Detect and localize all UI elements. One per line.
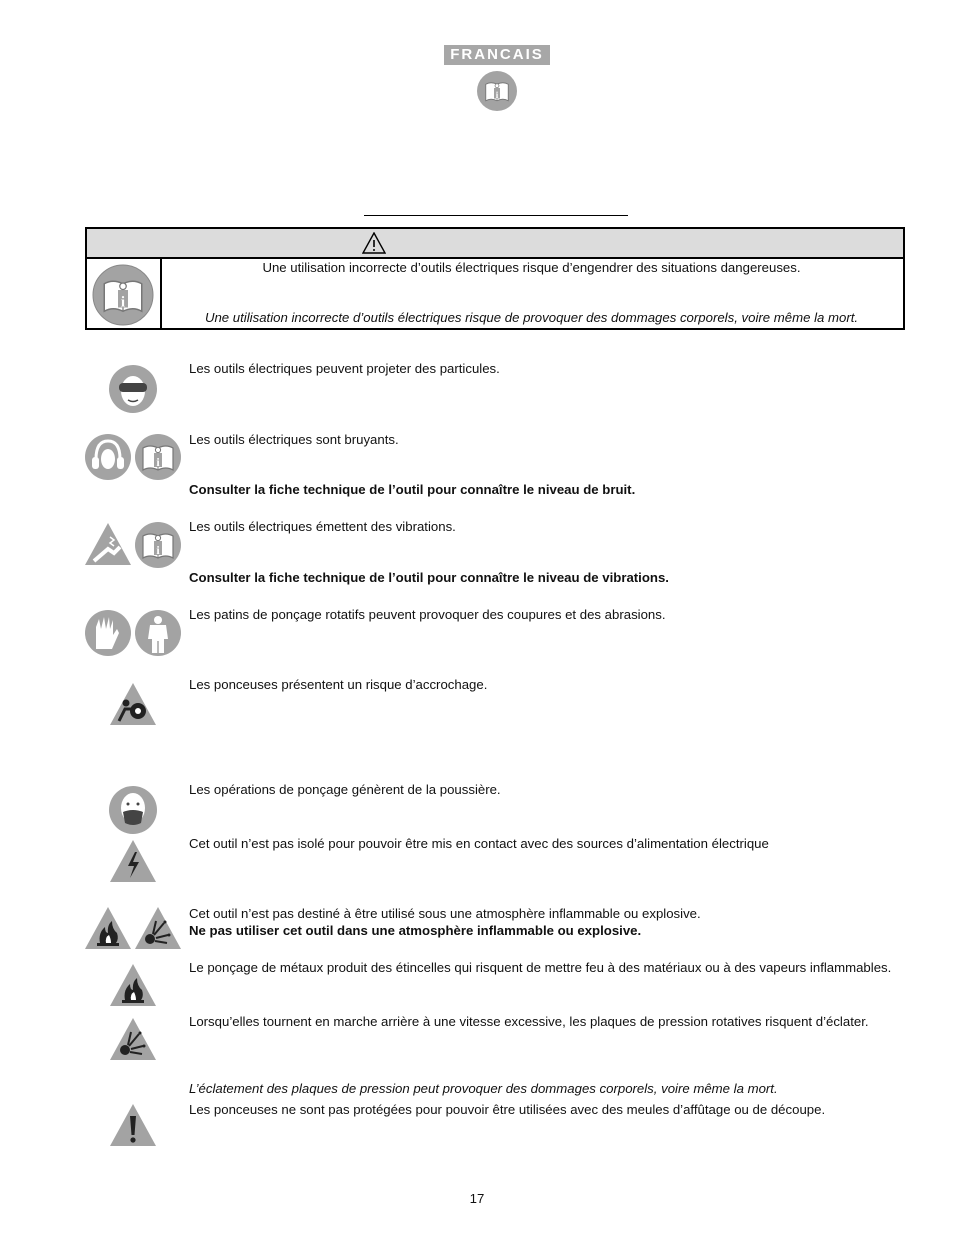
entanglement-warning-icon xyxy=(109,681,157,727)
language-badge: FRANCAIS xyxy=(444,45,550,65)
hazard-note: Consulter la fiche technique de l’outil pour connaître le niveau de bruit. xyxy=(189,482,636,497)
warning-header xyxy=(87,229,903,259)
protective-clothing-icon xyxy=(134,609,182,657)
dust-mask-icon xyxy=(108,785,158,835)
hazard-text: L’éclatement des plaques de pression peut provoquer des dommages corporels, voire même la mort. xyxy=(189,1081,778,1096)
hazard-text: Les ponceuses ne sont pas protégées pour pouvoir être utilisées avec des meules d’affûtage ou de découpe. xyxy=(189,1102,826,1117)
general-warning-icon xyxy=(109,1102,157,1148)
hazard-text: Cet outil n’est pas destiné à être utilisé sous une atmosphère inflammable ou explosive. xyxy=(189,906,701,921)
read-manual-icon xyxy=(92,264,154,326)
page-number: 17 xyxy=(469,1191,485,1206)
hazard-text: Les patins de ponçage rotatifs peuvent provoquer des coupures et des abrasions. xyxy=(189,607,666,622)
hazard-text: Les outils électriques émettent des vibrations. xyxy=(189,519,456,534)
hazard-note: Ne pas utiliser cet outil dans une atmosphère inflammable ou explosive. xyxy=(189,923,642,938)
hazard-text: Le ponçage de métaux produit des étincelles qui risquent de mettre feu à des matériaux ou à des vapeurs inflammables. xyxy=(189,960,892,975)
gloves-icon xyxy=(84,609,132,657)
hazard-text: Lorsqu’elles tournent en marche arrière à une vitesse excessive, les plaques de pression rotatives risquent d’éclater. xyxy=(189,1014,869,1029)
eye-protection-icon xyxy=(108,364,158,414)
hazard-text: Les outils électriques peuvent projeter des particules. xyxy=(189,361,500,376)
electric-shock-icon xyxy=(109,838,157,884)
warning-line-1: Une utilisation incorrecte d’outils électriques risque d’engendrer des situations dangereuses. xyxy=(262,260,801,275)
hazard-text: Cet outil n’est pas isolé pour pouvoir être mis en contact avec des sources d’alimentation électrique xyxy=(189,836,769,851)
hazard-note: Consulter la fiche technique de l’outil pour connaître le niveau de vibrations. xyxy=(189,570,669,585)
flammable-warning-icon xyxy=(109,962,157,1008)
manual-icon xyxy=(134,433,182,481)
hazard-text: Les outils électriques sont bruyants. xyxy=(189,432,399,447)
title-underline xyxy=(364,215,628,216)
flammable-warning-icon xyxy=(84,905,132,951)
vibration-warning-icon xyxy=(84,521,132,569)
explosive-warning-icon xyxy=(109,1016,157,1062)
hazard-text: Les opérations de ponçage génèrent de la poussière. xyxy=(189,782,501,797)
warning-line-2: Une utilisation incorrecte d’outils électriques risque de provoquer des dommages corporels, voire même la mort. xyxy=(204,310,859,325)
warning-triangle-icon xyxy=(362,232,386,254)
manual-icon xyxy=(134,521,182,569)
warning-box xyxy=(85,227,905,330)
manual-icon xyxy=(476,70,518,112)
explosive-warning-icon xyxy=(134,905,182,951)
hazard-text: Les ponceuses présentent un risque d’accrochage. xyxy=(189,677,488,692)
ear-protection-icon xyxy=(84,433,132,481)
warning-icon-cell xyxy=(87,259,162,328)
